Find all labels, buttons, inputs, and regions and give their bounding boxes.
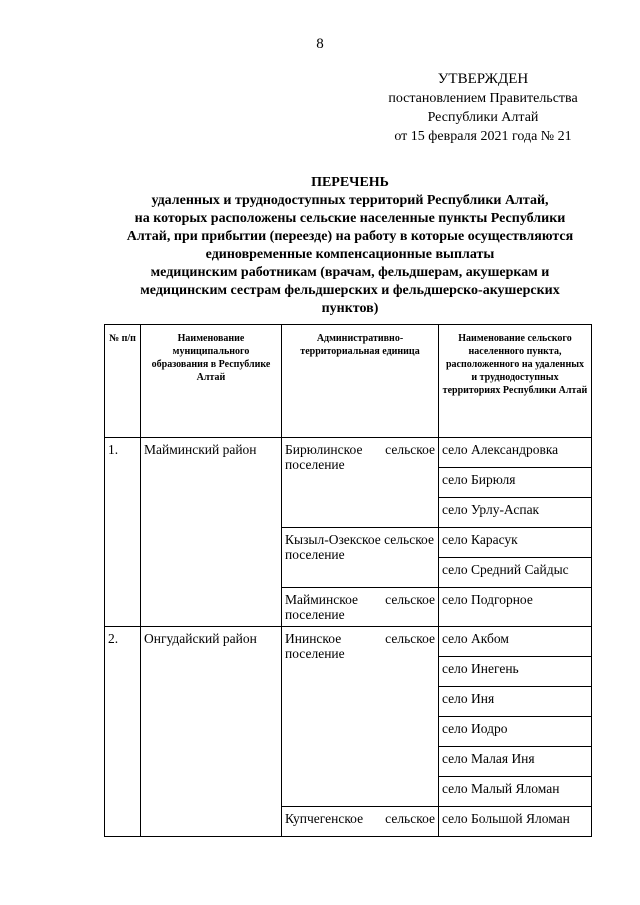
settlement-cell [439,687,592,717]
district-cell [141,438,282,627]
settlement-name: село Инегень [442,661,519,676]
settlement-cell [439,468,592,498]
table-header-row [105,325,592,438]
title-line: удаленных и труднодоступных территорий Республики Алтай, [151,193,549,208]
document-title [100,174,600,318]
settlement-name: село Акбом [442,631,509,646]
title-line: Алтай, при прибытии (переезде) на работу в которые осуществляются [126,229,574,244]
settlement-name: село Александровка [442,442,559,457]
territories-table [104,324,592,837]
approval-line: УТВЕРЖДЕН [437,71,529,87]
title-line: медицинским сестрам фельдшерских и фельдшерско-акушерских [140,283,560,298]
title-line: на которых расположены сельские населенные пункты Республики [134,211,566,226]
settlement-name: село Подгорное [442,592,533,607]
row-number-text: 2. [108,631,119,646]
admin-unit-name: Ининское сельское поселение [285,631,435,661]
header-municipality: Наименование муниципального образования в Республике Алтай [141,325,282,438]
row-number-text: 1. [108,442,119,457]
settlement-cell [439,498,592,528]
title-line: медицинским работникам (врачам, фельдшерам, акушеркам и [150,265,550,280]
admin-unit-cell [282,438,439,528]
settlement-name: село Большой Яломан [442,811,570,826]
settlement-cell [439,807,592,837]
admin-unit-name: Кызыл-Озекское сельское поселение [285,532,434,562]
admin-unit-cell [282,807,439,837]
settlement-name: село Урлу-Аспак [442,502,540,517]
settlement-cell [439,657,592,687]
settlement-cell [439,438,592,468]
row-number [105,438,141,627]
admin-unit-name: Купчегенское сельское [285,811,435,826]
settlement-cell [439,747,592,777]
settlement-cell [439,777,592,807]
district-name: Онгудайский район [144,631,257,646]
settlement-cell [439,717,592,747]
admin-unit-cell [282,588,439,627]
admin-unit-name: Майминское сельское поселение [285,592,435,622]
district-name: Майминский район [144,442,257,457]
settlement-cell [439,558,592,588]
settlement-cell [439,588,592,627]
approval-line: Республики Алтай [427,110,539,125]
settlement-cell [439,627,592,657]
settlement-name: село Малая Иня [442,751,535,766]
settlement-name: село Иня [442,691,495,706]
approval-line: от 15 февраля 2021 года № 21 [394,129,572,144]
title-line: единовременные компенсационные выплаты [205,247,495,262]
table-row [105,438,592,468]
title-line: пунктов) [321,301,379,316]
table-row [105,627,592,657]
settlement-name: село Карасук [442,532,518,547]
admin-unit-cell [282,528,439,588]
row-number [105,627,141,837]
page-number: 8 [316,36,324,52]
settlement-cell [439,528,592,558]
header-admin-unit: Административно-территориальная единица [282,325,439,438]
approval-line: постановлением Правительства [388,91,578,106]
settlement-name: село Малый Яломан [442,781,560,796]
header-settlement: Наименование сельского населенного пункта, расположенного на удаленных и труднодоступных территориях Республики Алтай [439,325,592,438]
header-number: № п/п [105,325,141,438]
title-line: ПЕРЕЧЕНЬ [311,175,389,190]
settlement-name: село Иодро [442,721,508,736]
district-cell [141,627,282,837]
settlement-name: село Бирюля [442,472,516,487]
admin-unit-name: Бирюлинское сельское поселение [285,442,435,472]
admin-unit-cell [282,627,439,807]
settlement-name: село Средний Сайдыс [442,562,569,577]
approval-block [370,70,596,146]
